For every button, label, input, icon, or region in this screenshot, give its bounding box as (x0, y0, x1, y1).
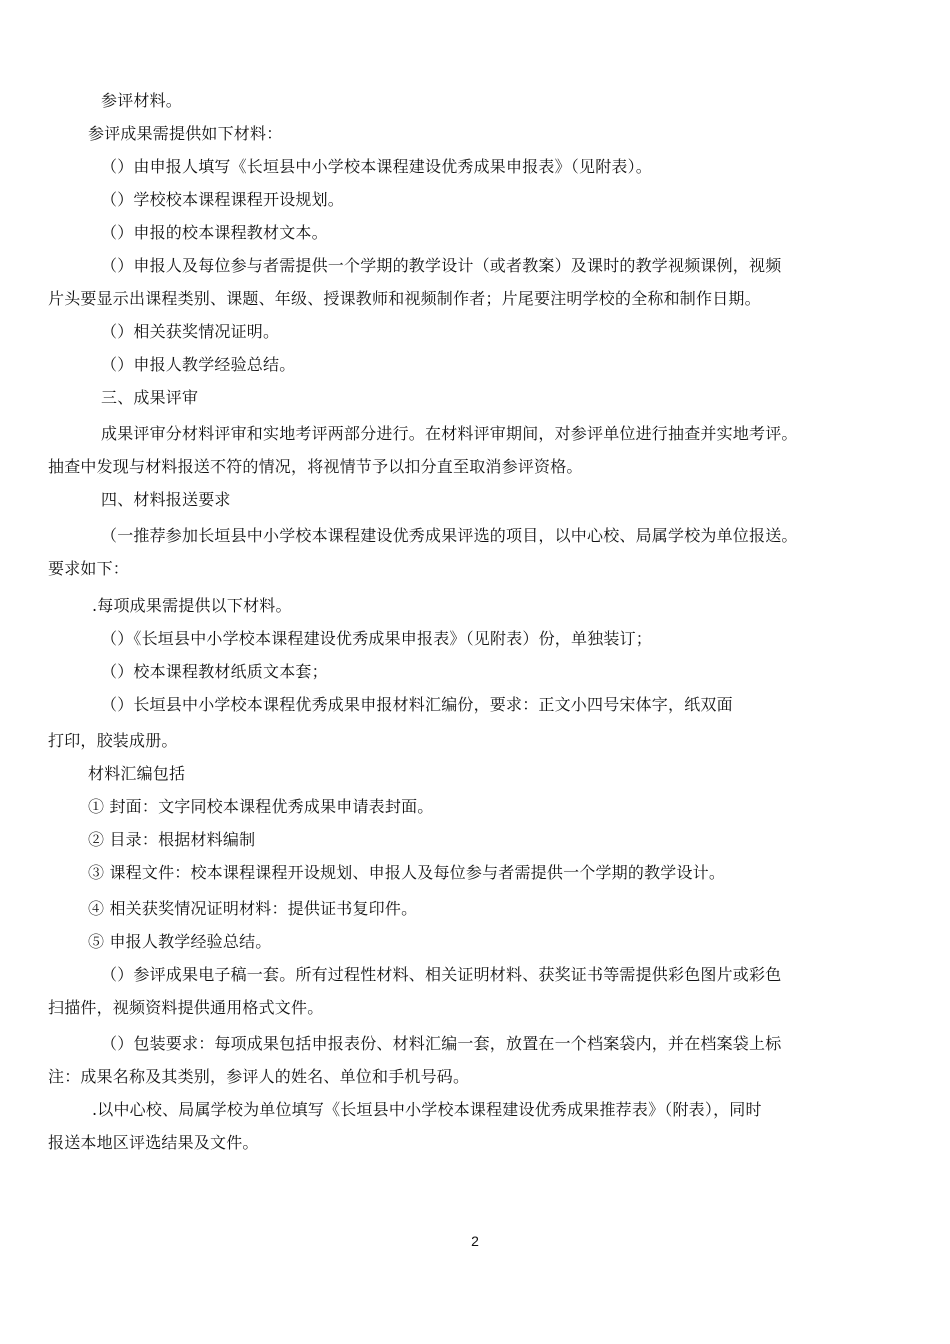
text-line: （）申报的校本课程教材文本。 (101, 223, 328, 242)
text-line: （）由申报人填写《长垣县中小学校本课程建设优秀成果申报表》（见附表）。 (101, 157, 653, 176)
list-item: ③ 课程文件：校本课程课程开设规划、申报人及每位参与者需提供一个学期的教学设计。 (88, 863, 726, 882)
list-item: ② 目录：根据材料编制 (88, 830, 256, 849)
list-item: ① 封面：文字同校本课程优秀成果申请表封面。 (88, 797, 434, 816)
text-line: .每项成果需提供以下材料。 (92, 596, 292, 615)
text-line: .以中心校、局属学校为单位填写《长垣县中小学校本课程建设优秀成果推荐表》（附表），同时 (92, 1100, 762, 1119)
text-line: 抽查中发现与材料报送不符的情况，将视情节予以扣分直至取消参评资格。 (48, 457, 583, 476)
list-item: ④ 相关获奖情况证明材料：提供证书复印件。 (88, 899, 418, 918)
text-line: （）申报人及每位参与者需提供一个学期的教学设计（或者教案）及课时的教学视频课例，视频 (101, 256, 782, 275)
section-heading: 三、成果评审 (101, 388, 199, 407)
section-heading: 四、材料报送要求 (101, 490, 231, 509)
text-line: （）学校校本课程课程开设规划。 (101, 190, 345, 209)
text-line: （）校本课程教材纸质文本套； (101, 662, 328, 681)
page-number: 2 (471, 1233, 479, 1249)
text-line: 扫描件，视频资料提供通用格式文件。 (48, 998, 324, 1017)
text-line: 参评材料。 (101, 91, 183, 110)
text-line: 成果评审分材料评审和实地考评两部分进行。在材料评审期间，对参评单位进行抽查并实地考评。 (101, 424, 798, 443)
text-line: （）《长垣县中小学校本课程建设优秀成果申报表》（见附表）份，单独装订； (101, 629, 653, 648)
text-line: 注：成果名称及其类别，参评人的姓名、单位和手机号码。 (48, 1067, 470, 1086)
text-line: （）长垣县中小学校本课程优秀成果申报材料汇编份，要求：正文小四号宋体字，纸双面 (101, 695, 733, 714)
text-line: （）包装要求：每项成果包括申报表份、材料汇编一套，放置在一个档案袋内，并在档案袋上标 (101, 1034, 782, 1053)
text-line: 要求如下： (48, 559, 130, 578)
text-line: 材料汇编包括 (88, 764, 186, 783)
text-line: （一推荐参加长垣县中小学校本课程建设优秀成果评选的项目，以中心校、局属学校为单位报送。 (101, 526, 798, 545)
text-line: （）参评成果电子稿一套。所有过程性材料、相关证明材料、获奖证书等需提供彩色图片或彩色 (101, 965, 782, 984)
text-line: （）申报人教学经验总结。 (101, 355, 296, 374)
text-line: 参评成果需提供如下材料： (88, 124, 283, 143)
text-line: 片头要显示出课程类别、课题、年级、授课教师和视频制作者；片尾要注明学校的全称和制作日期。 (48, 289, 761, 308)
text-line: 报送本地区评选结果及文件。 (48, 1133, 259, 1152)
text-line: 打印，胶装成册。 (48, 731, 178, 750)
text-line: （）相关获奖情况证明。 (101, 322, 280, 341)
list-item: ⑤ 申报人教学经验总结。 (88, 932, 272, 951)
